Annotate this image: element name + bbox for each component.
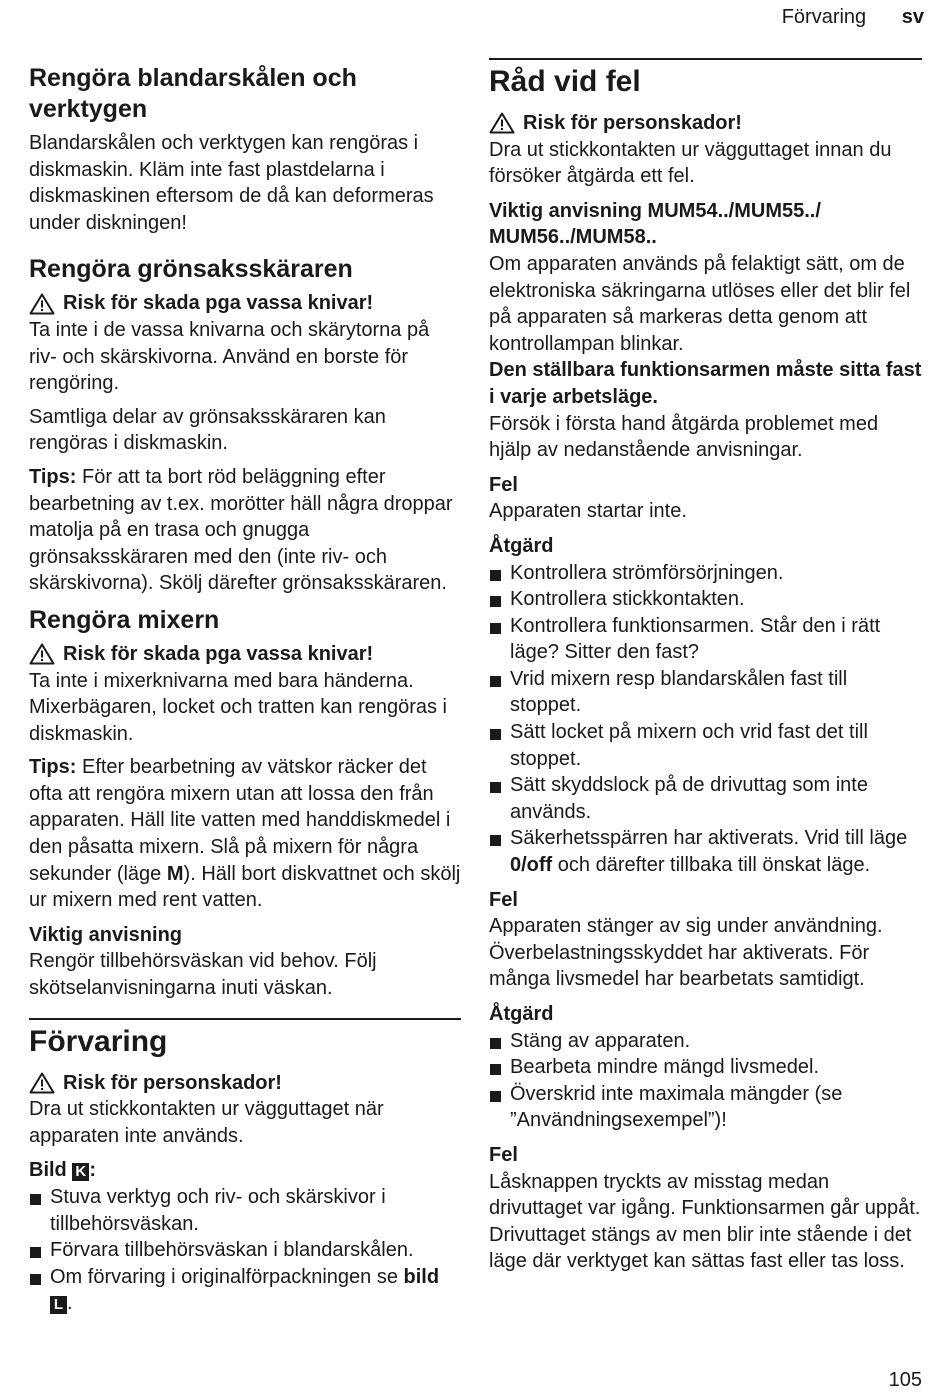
warning-text: Risk för skada pga vassa knivar!: [63, 292, 374, 315]
warning-icon: [29, 1072, 55, 1094]
section-divider: [29, 1018, 461, 1020]
bullet-icon: [490, 623, 501, 634]
bullet-icon: [490, 1064, 501, 1075]
warning: [29, 1070, 461, 1097]
list-item-text: Bearbeta mindre mängd livsmedel.: [510, 1056, 820, 1079]
paragraph: Dra ut stickkontakten ur vägguttaget innan du försöker åtgärda ett fel.: [489, 138, 892, 188]
list-item-text: Kontrollera stickkontakten.: [510, 588, 745, 611]
list-item: [489, 825, 922, 878]
list-item: [29, 1237, 461, 1264]
header-language: sv: [901, 6, 924, 28]
warning-icon: [29, 293, 55, 315]
bullet-icon: [490, 676, 501, 687]
list-item: [489, 586, 922, 613]
bullet-icon: [30, 1194, 41, 1205]
warning: [489, 110, 922, 137]
bullet-icon: [490, 1038, 501, 1049]
paragraph: Ta inte i mixerknivarna med bara händerna. Mixerbägaren, locket och tratten kan rengöras i diskmaskin.: [29, 669, 447, 745]
list-item-text: Stäng av apparaten.: [510, 1029, 691, 1052]
storage-list: [29, 1184, 461, 1317]
list-item-text: Kontrollera funktionsarmen. Står den i rätt läge? Sitter den fast?: [510, 614, 881, 664]
heading-clean-blender: Rengöra mixern: [29, 605, 220, 634]
warning: [29, 290, 461, 317]
paragraph: Samtliga delar av grönsaksskäraren kan rengöras i diskmaskin.: [29, 405, 386, 455]
bullet-icon: [490, 596, 501, 607]
running-header: [782, 6, 924, 29]
paragraph: Om apparaten används på felaktigt sätt, om de elektroniska säkringarna utlöses eller det blir fel på apparaten så markeras detta genom att kontrollampan blinkar.: [489, 252, 911, 355]
list-item-text: Stuva verktyg och riv- och skärskivor i tillbehörsväskan.: [50, 1186, 386, 1235]
list-item: [489, 772, 922, 825]
bullet-icon: [490, 835, 501, 846]
paragraph: Rengör tillbehörsväskan vid behov. Följ skötselanvisningarna inuti väskan.: [29, 950, 377, 1000]
list-item: [489, 613, 922, 666]
paragraph: Försök i första hand åtgärda problemet med hjälp av nedanstående anvisningar.: [489, 412, 879, 462]
right-column: [489, 58, 922, 1275]
header-section: Förvaring: [781, 6, 867, 28]
list-item-text: Säkerhetsspärren har aktiverats. Vrid till läge: [510, 827, 908, 850]
mode-off: 0/off: [510, 854, 553, 877]
figure-colon: :: [89, 1159, 97, 1182]
fault-text: Låsknappen tryckts av misstag medan drivuttaget var igång. Funktionsarmen går uppåt. Drivuttaget stängs av men blir inte stående i det läge där verktyget kan sättas fast eller tas loss.: [489, 1170, 921, 1273]
remedy-label: Åtgärd: [489, 1003, 554, 1025]
mode-m: M: [166, 862, 184, 885]
list-item: [489, 1028, 922, 1055]
list-item: [29, 1184, 461, 1237]
remedy-list: [489, 560, 922, 879]
section-divider: [489, 58, 922, 60]
bold-paragraph: Den ställbara funktionsarmen måste sitta fast i varje arbetsläge.: [489, 359, 922, 408]
list-item-text: Vrid mixern resp blandarskålen fast till stoppet.: [510, 667, 848, 717]
bullet-icon: [490, 782, 501, 793]
figure-label: bild: [403, 1265, 440, 1288]
note-title: Viktig anvisning MUM54../MUM55../ MUM56../MUM58..: [489, 199, 821, 249]
list-item: [489, 560, 922, 587]
list-item: [489, 1054, 922, 1081]
list-item-text: Förvara tillbehörsväskan i blandarskålen.: [50, 1239, 414, 1262]
fault-text: Apparaten stänger av sig under användning. Överbelastningsskyddet har aktiverats. För många livsmedel har bearbetats samtidigt.: [489, 915, 883, 991]
list-item-text: Överskrid inte maximala mängder (se ”Användningsexempel”)!: [510, 1082, 843, 1132]
tip-label: Tips:: [29, 756, 77, 779]
warning-icon: [29, 643, 55, 665]
bullet-icon: [490, 1091, 501, 1102]
heading-clean-bowl: Rengöra blandarskålen och verktygen: [29, 64, 357, 123]
list-item-text: Sätt skyddslock på de drivuttag som inte används.: [510, 774, 868, 823]
tip-label: Tips:: [29, 465, 77, 488]
heading-clean-slicer: Rengöra grönsaksskäraren: [29, 255, 353, 284]
warning-text: Risk för skada pga vassa knivar!: [63, 642, 374, 665]
figure-l-box: L: [50, 1296, 67, 1314]
note-title: Viktig anvisning: [29, 923, 182, 946]
warning-icon: [489, 112, 515, 134]
list-item-text: och därefter tillbaka till önskat läge.: [552, 854, 871, 877]
tip-text: Efter bearbetning av vätskor räcker det ofta att rengöra mixern utan att lossa den från apparaten. Häll lite vatten med handdiskmedel i den påsatta mixern. Slå på mixern för några sekunder (läge: [29, 756, 451, 885]
list-item-text: Sätt locket på mixern och vrid fast det till stoppet.: [510, 721, 868, 770]
heading-troubleshooting: Råd vid fel: [489, 65, 641, 98]
fault-text: Apparaten startar inte.: [489, 500, 687, 523]
list-item-text: Om förvaring i originalförpackningen se: [50, 1265, 404, 1288]
remedy-label: Åtgärd: [489, 534, 554, 557]
tip-text: ). Häll bort diskvattnet och skölj ur mixern med rent vatten.: [29, 862, 461, 912]
warning-text: Risk för personskador!: [523, 112, 742, 134]
remedy-list: [489, 1028, 922, 1134]
fault-label: Fel: [489, 1143, 518, 1166]
figure-k-box: K: [72, 1163, 89, 1181]
bullet-icon: [490, 570, 501, 581]
list-item: [489, 666, 922, 719]
left-column: [29, 58, 461, 1317]
bullet-icon: [490, 729, 501, 740]
heading-storage: Förvaring: [29, 1024, 168, 1058]
paragraph: Ta inte i de vassa knivarna och skärytorna på riv- och skärskivorna. Använd en borste för rengöring.: [29, 318, 430, 395]
warning: [29, 641, 461, 668]
list-item-text: Kontrollera strömförsörjningen.: [510, 561, 784, 584]
list-item: [489, 1081, 922, 1134]
bullet-icon: [30, 1247, 41, 1258]
tip-paragraph: [29, 464, 461, 597]
figure-label: Bild: [29, 1159, 67, 1182]
bullet-icon: [30, 1274, 41, 1285]
paragraph: Blandarskålen och verktygen kan rengöras i diskmaskin. Kläm inte fast plastdelarna i diskmaskinen eftersom de då kan deformeras under diskningen!: [29, 132, 434, 234]
page-number: 105: [888, 1369, 922, 1391]
tip-paragraph: [29, 754, 461, 914]
list-item: [489, 719, 922, 772]
tip-text: För att ta bort röd beläggning efter bearbetning av t.ex. morötter häll några droppar matolja på en trasa och gnugga grönsaksskäraren med den (inte riv- och skärskivorna). Skölj därefter grönsaksskäraren.: [29, 465, 453, 595]
warning-text: Risk för personskador!: [63, 1071, 282, 1094]
list-item: [29, 1264, 461, 1317]
list-item-end: .: [67, 1292, 73, 1315]
fault-label: Fel: [489, 473, 518, 496]
paragraph: Dra ut stickkontakten ur vägguttaget när apparaten inte används.: [29, 1098, 384, 1147]
fault-label: Fel: [489, 888, 518, 911]
figure-ref: [29, 1157, 461, 1184]
